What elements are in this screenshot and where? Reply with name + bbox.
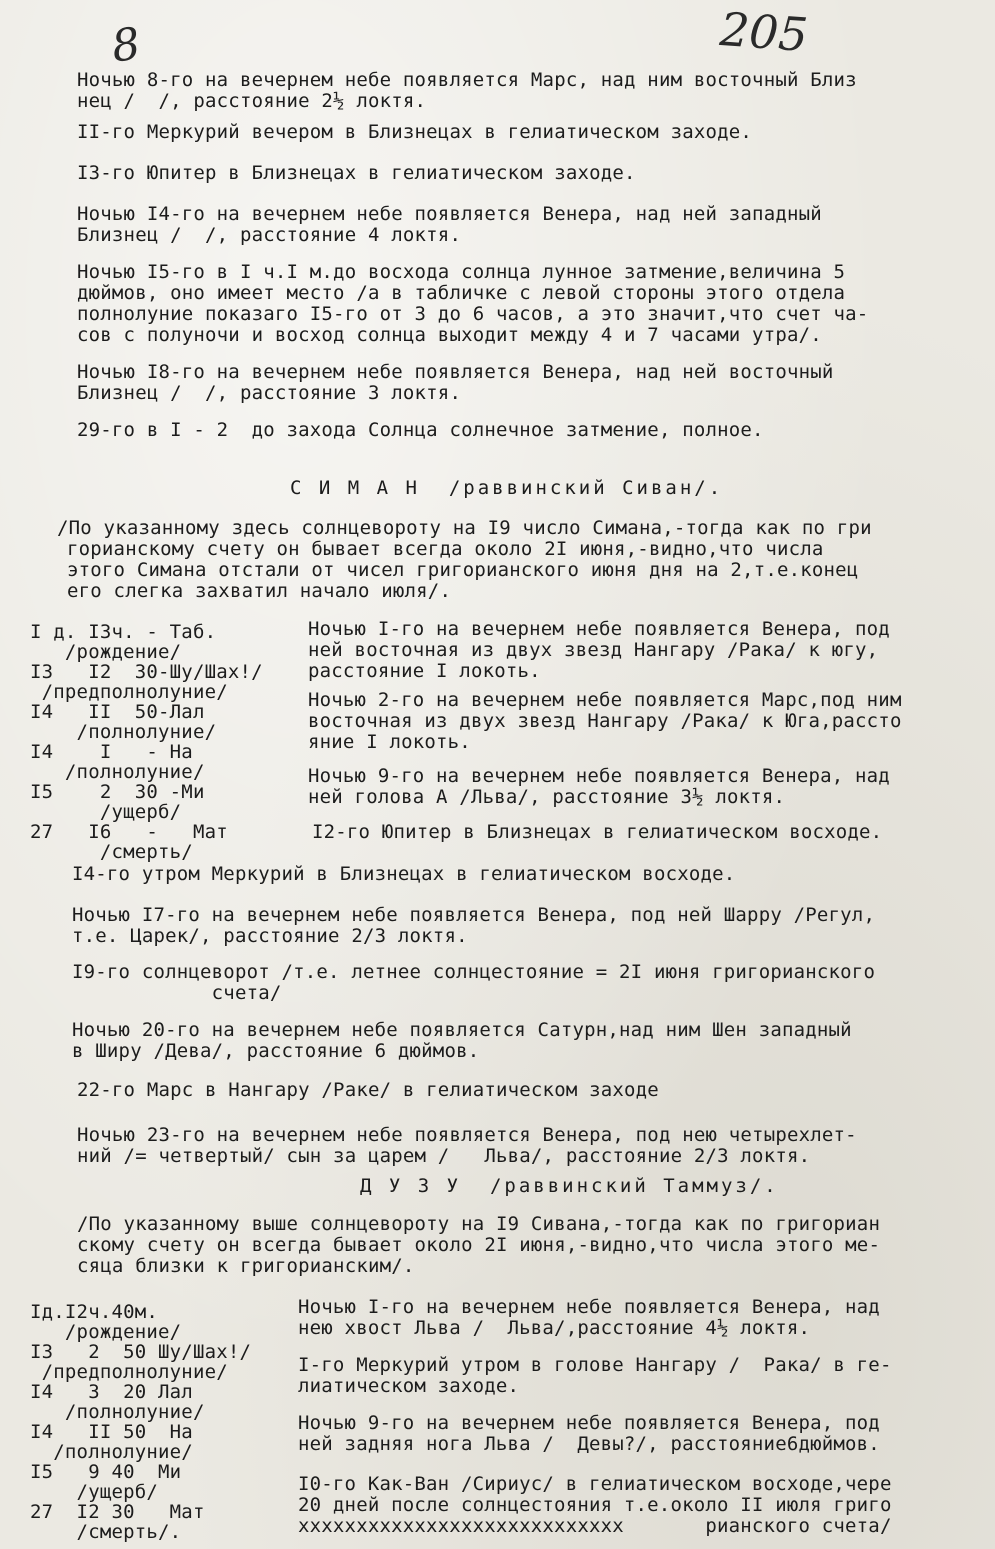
siman-entry-line: Ночью 9-го на вечернем небе появляется Венера, над xyxy=(308,765,890,787)
siman-note-line: его слегка захватил начало июля/. xyxy=(67,580,452,602)
siman-entry-line: счета/ xyxy=(72,982,282,1004)
duzu-note-line: /По указанному выше солнцевороту на I9 Сивана,-тогда как по григориан xyxy=(77,1213,881,1235)
siman-entry-line: т.е. Царек/, расстояние 2/3 локтя. xyxy=(72,925,468,947)
siman-note-line: этого Симана отстали от чисел григорианского июня дня на 2,т.е.конец xyxy=(67,559,859,581)
siman-entry-line: восточная из двух звезд Нангару /Рака/ к Юга,расстo xyxy=(308,710,902,732)
intro-line: II-го Меркурий вечером в Близнецах в гелиатическом заходе. xyxy=(77,121,753,143)
duzu-entry-line: Ночью I-го на вечернем небе появляется Венера, над xyxy=(298,1296,880,1318)
siman-entry-line: Ночью 2-го на вечернем небе появляется Марс,под ним xyxy=(308,689,902,711)
siman-note-line: горианскому счету он бывает всегда около 2I июня,-видно,что числа xyxy=(67,538,824,560)
duzu-phase-line: I4 II 50 На xyxy=(30,1421,193,1443)
siman-phase-line: I д. I3ч. - Таб. xyxy=(30,621,217,643)
intro-line: нец / /, расстояние 2½ локтя. xyxy=(77,90,427,112)
siman-entry-line: Ночью I-го на вечернем небе появляется Венера, под xyxy=(308,618,890,640)
duzu-phase-line: I5 9 40 Ми xyxy=(30,1461,182,1483)
siman-phase-line: /предполнолуние/ xyxy=(30,681,228,703)
intro-line: Ночью I5-го в I ч.I м.до восхода солнца лунное затмение,величина 5 xyxy=(77,261,846,283)
duzu-entry-line: Ночью 9-го на вечернем небе появляется Венера, под xyxy=(298,1412,880,1434)
duzu-entry-line: нею хвост Льва / Льва/,расстояние 4½ локтя. xyxy=(298,1317,811,1339)
duzu-entry-line: 20 дней после солнцестояния т.е.около II июля григо xyxy=(298,1494,892,1516)
duzu-phase-line: /рождение/ xyxy=(30,1321,182,1343)
duzu-entry-line: I0-го Как-Ван /Сириус/ в гелиатическом восходе,чере xyxy=(298,1473,892,1495)
duzu-entry-line: лиатическом заходе. xyxy=(298,1375,520,1397)
siman-entry-line: Ночью I7-го на вечернем небе появляется Венера, под ней Шарру /Регул, xyxy=(72,904,876,926)
duzu-entry-line-struck: хххххххххххххххххххххххххххх рианского счета/ xyxy=(298,1515,892,1537)
duzu-entry-line: I-го Меркурий утром в голове Нангару / Рака/ в ге- xyxy=(298,1354,892,1376)
siman-entry-line: Ночью 23-го на вечернем небе появляется Венера, под нею четырехлет- xyxy=(77,1124,857,1146)
siman-entry-line: ней восточная из двух звезд Нангару /Рака/ к югу, xyxy=(308,639,879,661)
duzu-phase-line: /полнолуние/ xyxy=(30,1401,205,1423)
siman-phase-line: I5 2 30 -Ми xyxy=(30,781,205,803)
siman-phase-line: I4 II 50-Лал xyxy=(30,701,205,723)
siman-entry-line: Ночью 20-го на вечернем небе появляется Сатурн,над ним Шен западный xyxy=(72,1019,852,1041)
siman-phase-line: 27 I6 - Мат xyxy=(30,821,228,843)
siman-phase-line: I4 I - На xyxy=(30,741,193,763)
intro-line: дюймов, оно имеет место /а в табличке с левой стороны этого отдела xyxy=(77,282,846,304)
duzu-phase-line: Iд.I2ч.40м. xyxy=(30,1301,159,1323)
intro-line: Близнец / /, расстояние 4 локтя. xyxy=(77,224,462,246)
siman-phase-line: I3 I2 30-Шу/Шах!/ xyxy=(30,661,263,683)
intro-line: Ночью I4-го на вечернем небе появляется Венера, над ней западный xyxy=(77,203,822,225)
siman-entry-line: I9-го солнцеворот /т.е. летнее солнцестояние = 2I июня григорианского xyxy=(72,961,876,983)
siman-entry-line: I4-го утром Меркурий в Близнецах в гелиатическом восходе. xyxy=(72,863,736,885)
siman-entry-line: яние I локоть. xyxy=(308,731,471,753)
siman-phase-line: /ущерб/ xyxy=(30,801,182,823)
intro-line: полнолуние показаго I5-го от 3 до 6 часов, а это значит,что счет ча- xyxy=(77,303,869,325)
duzu-phase-line: 27 I2 30 Мат xyxy=(30,1501,205,1523)
duzu-entry-line: ней задняя нога Льва / Девы?/, расстояние6дюймов. xyxy=(298,1433,880,1455)
intro-line: 29-го в I - 2 до захода Солнца солнечное затмение, полное. xyxy=(77,419,764,441)
duzu-phase-line: /предполнолуние/ xyxy=(30,1361,228,1383)
siman-phase-line: /смерть/ xyxy=(30,841,193,863)
duzu-phase-line: I4 3 20 Лал xyxy=(30,1381,193,1403)
intro-line: I3-го Юпитер в Близнецах в гелиатическом заходе. xyxy=(77,162,636,184)
duzu-note-line: скому счету он всегда бывает около 2I июня,-видно,что числа этого ме- xyxy=(77,1234,881,1256)
siman-entry-line: в Ширу /Дева/, расстояние 6 дюймов. xyxy=(72,1040,480,1062)
siman-entry-line: 22-го Марс в Нангару /Раке/ в гелиатическом заходе xyxy=(77,1079,659,1101)
section-heading-duzu: Д У З У /раввинский Таммуз/. xyxy=(360,1175,779,1197)
duzu-phase-line: I3 2 50 Шу/Шах!/ xyxy=(30,1341,252,1363)
siman-entry-line: расстояние I локоть. xyxy=(308,660,541,682)
siman-phase-line: /рождение/ xyxy=(30,641,182,663)
siman-entry-line: I2-го Юпитер в Близнецах в гелиатическом восходе. xyxy=(312,821,883,843)
siman-phase-line: /полнолуние/ xyxy=(30,721,217,743)
siman-note-line: /По указанному здесь солнцевороту на I9 число Симана,-тогда как по гри xyxy=(57,517,872,539)
intro-line: Близнец / /, расстояние 3 локтя. xyxy=(77,382,462,404)
duzu-phase-line: /полнолуние/ xyxy=(30,1441,193,1463)
intro-line: Ночью I8-го на вечернем небе появляется Венера, над ней восточный xyxy=(77,361,834,383)
intro-line: Ночью 8-го на вечернем небе появляется Марс, над ним восточный Близ xyxy=(77,69,857,91)
handwritten-number-left: 8 xyxy=(108,18,144,73)
siman-phase-line: /полнолуние/ xyxy=(30,761,205,783)
duzu-note-line: сяца близки к григорианским/. xyxy=(77,1255,415,1277)
handwritten-page-number: 205 xyxy=(718,2,810,62)
siman-entry-line: ний /= четвертый/ сын за царем / Льва/, расстояние 2/3 локтя. xyxy=(77,1145,811,1167)
intro-line: сов с полуночи и восход солнца выходит между 4 и 7 часами утра/. xyxy=(77,324,822,346)
duzu-phase-line: /смерть/. xyxy=(30,1521,182,1543)
siman-entry-line: ней голова А /Льва/, расстояние 3½ локтя. xyxy=(308,786,786,808)
section-heading-siman: С И М А Н /раввинский Сиван/. xyxy=(290,477,724,499)
duzu-phase-line: /ущерб/ xyxy=(30,1481,159,1503)
